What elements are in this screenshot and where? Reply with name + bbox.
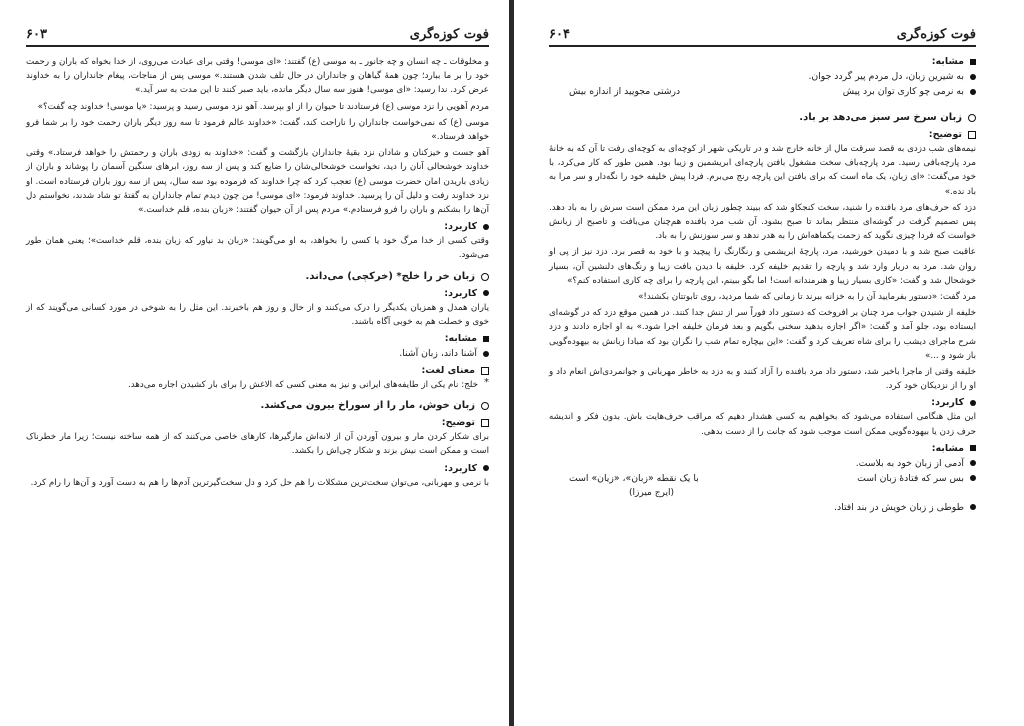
empty-square-icon <box>481 419 489 427</box>
bullet-icon <box>970 460 976 466</box>
page-number: ۶۰۳ <box>26 27 47 42</box>
story-paragraph: موسی (ع) که نمی‌خواست جانداران را ناراحت کند، گفت: «خداوند عالم فرمود تا سه روز دیگر باران رحمت خود را بر شما فرو خواهد فرستاد.» <box>26 117 489 143</box>
page-number: ۶۰۴ <box>549 27 570 42</box>
usage-label: کاربرد: <box>26 220 489 233</box>
left-page-header <box>26 16 489 47</box>
usage-text: یاران همدل و همزبان یکدیگر را درک می‌کنند و از حال و روز هم باخبرند. این مثل را به شوخی در مورد کسانی می‌گویند که از خوی و خصلت هم به خوبی آگاه باشند. <box>26 302 489 327</box>
story-paragraph: مردم آهویی را نزد موسی (ع) فرستادند تا حیوان را از او بپرسد. آهو نزد موسی رسید و پرسید: «یا موسی! خداوند چه گفت؟» <box>37 101 489 112</box>
square-bullet-icon <box>483 336 489 342</box>
story-paragraph: نیمه‌های شب دزدی به قصد سرقت مال از خانه خارج شد و در تاریکی شهر از کوچه‌ای به کوچه‌ای رفت تا آن که به خانهٔ مرد پارچه‌بافی رسید. مرد پارچه‌باف سخت مشغول بافتن پارچه‌ای ابریشمین و زیبا بود. همین طور که کار می‌کرد، با خود می‌گفت: «ای زبان، یک ماه است که برای بافتن این پارچه رنج می‌برم. فردا پیش خلیفه خود را نگه‌دار و سر مرا به باد نده.» <box>549 144 976 197</box>
story-paragraph: خلیفه وقتی از ماجرا باخبر شد، دستور داد مرد بافنده را آزاد کنند و به دزد به خاطر مهربانی و جوانمردی‌اش انعام داد و او را از نزدیکان خود کرد. <box>549 367 976 392</box>
usage-text: با نرمی و مهربانی، می‌توان سخت‌ترین مشکلات را هم حل کرد و دل سخت‌گیرترین آدم‌ها را هم به دست آورد و آن‌ها را رام کرد. <box>30 477 489 488</box>
ring-icon <box>481 273 489 281</box>
story-paragraph: خلیفه از شنیدن جواب مرد چنان بر افروخت که دستور داد فوراً سر از تنش جدا کنند. در همین موقع دزد که در گوشه‌ای ایستاده بود، جلو آمد و گفت: «اگر اجازه بدهید سخنی بگویم و بعد فرمان خلیفه اجرا شود.» به او اجازه دادند و دزد شرح ماجرای دیشب را برای شاه تعریف کرد و گفت: «این بیچاره تمام شب را نگران بود که مبادا زبانش به بیهوده‌گویی باز شود و ...» <box>549 308 976 361</box>
similar-label: مشابه: <box>549 442 976 455</box>
meaning-item: * خلج: نام یکی از طایفه‌های ایرانی و نیز به معنی کسی که الاغش را برای بار کشیدن اجاره می‌دهد. <box>127 377 489 391</box>
meaning-label: معنای لغت: <box>26 364 489 377</box>
bullet-icon <box>970 475 976 481</box>
bullet-icon <box>483 351 489 357</box>
bullet-icon <box>970 504 976 510</box>
similar-item: به نرمی چو کاری توان برد پیش درشتی مجویید از اندازه بیش <box>549 84 976 99</box>
bullet-icon <box>970 74 976 80</box>
bullet-icon <box>970 400 976 406</box>
usage-label: کاربرد: <box>26 287 489 300</box>
explanation-label: توضیح: <box>26 416 489 429</box>
usage-text: وقتی کسی از خدا مرگ خود یا کسی را بخواهد، به او می‌گویند: «زبان بد نیاور که زبان بنده، قلم خداست»؛ یعنی همان طور می‌شود. <box>26 236 489 261</box>
usage-label: کاربرد: <box>26 462 489 475</box>
similar-item: آشنا داند، زبان آشنا. <box>26 346 489 361</box>
running-title: فوت کوزه‌گری <box>409 27 489 42</box>
bullet-icon <box>970 89 976 95</box>
usage-label: کاربرد: <box>549 396 976 409</box>
empty-square-icon <box>481 367 489 375</box>
square-bullet-icon <box>970 59 976 65</box>
running-title: فوت کوزه‌گری <box>896 27 976 42</box>
verse-second-hemistich: با یک نقطه «زبان»، «زیان» است <box>569 472 699 484</box>
similar-item: آدمی از زبان خود به بلاست. <box>549 456 976 471</box>
right-page-header <box>549 16 976 47</box>
similar-item: طوطی ز زبان خویش در بند افتاد. <box>549 500 976 515</box>
proverb-heading: زبان خوش، مار را از سوراخ بیرون می‌کشد. <box>26 399 489 413</box>
square-bullet-icon <box>970 445 976 451</box>
similar-item: به شیرین زبان، دل مردم پیر گردد جوان. <box>549 69 976 84</box>
poet-attribution: (ایرج میرزا) <box>629 487 675 498</box>
proverb-heading: زبان خر را خلج* (خرکچی) می‌داند. <box>26 270 489 284</box>
verse-second-hemistich: درشتی مجویید از اندازه بیش <box>569 86 681 97</box>
proverb-heading: زبان سرخ سر سبز می‌دهد بر باد. <box>549 111 976 125</box>
story-paragraph: و مخلوقات ـ چه انسان و چه جانور ـ به موسی (ع) گفتند: «ای موسی! وقتی برای عبادت می‌روی، از خدا بخواه که باران و رحمت خود را بر ما ببارد؛ چون همهٔ گیاهان و جانداران در حال تلف شدن هستند.» موسی پس از مناجات، پیغام جانداران را به خداوند عرض کرد. ندا رسید: «ای موسی! هنوز سه سال دیگر مانده، باید صبر کنند تا این مدت به سر آید.» <box>26 57 489 96</box>
story-paragraph: مرد گفت: «دستور بفرمایید آن را به خزانه ببرند تا زمانی که شما مردید، روی تابوتتان بکشند!» <box>638 292 976 303</box>
ring-icon <box>481 402 489 410</box>
left-page <box>0 0 511 726</box>
bullet-icon <box>483 224 489 230</box>
story-paragraph: دزد که حرف‌های مرد بافنده را شنید، سخت کنجکاو شد که ببیند چطور زبان این مرد ممکن است سرش را به باد دهد. پس تصمیم گرفت در گوشه‌ای منتظر بماند تا صبح بشود. آن شب مرد بافنده هم‌چنان می‌بافت و تاصبح از زبانش خواست که فردا چیزی نگوید که زحمت یکماهه‌اش را به هدر ندهد و سر سوزنش را به باد. <box>549 202 976 242</box>
left-page-content <box>26 55 489 490</box>
empty-square-icon <box>968 131 976 139</box>
bullet-icon <box>483 465 489 471</box>
story-paragraph: عاقبت صبح شد و با دمیدن خورشید، مرد، پارچهٔ ابریشمی و رنگارنگ را پیچید و با خود به قصر برد. دزد نیز از پی او روان شد. مرد به دربار وارد شد و پارچه را تقدیم خلیفه کرد. خلیفه با دیدن بافت زیبا و رنگ‌های دلنشین آن، بسیار خوشحال شد و گفت: «کاری بسیار زیبا و هنرمندانه است! اما بگو ببینم، این پارچه را برای چه کاری استفاده کنم؟» <box>549 247 976 286</box>
similar-label: مشابه: <box>549 55 976 68</box>
asterisk-icon: * <box>484 377 489 389</box>
bullet-icon <box>483 290 489 296</box>
similar-item: بس سر که فتادهٔ زبان است با یک نقطه «زبان»، «زیان» است <box>549 471 976 486</box>
ring-icon <box>968 114 976 122</box>
similar-label: مشابه: <box>26 332 489 345</box>
right-page-content <box>549 55 976 515</box>
usage-text: این مثل هنگامی استفاده می‌شود که بخواهیم به کسی هشدار دهیم که مراقب حرف‌هایت باش. بدون فکر و اندیشه حرف زدن یا بیهوده‌گویی ممکن است موجب شود که جانت را از دست بدهی. <box>549 412 976 437</box>
explanation-text: برای شکار کردن مار و بیرون آوردن آن از لانه‌اش مارگیرها، کارهای خاصی می‌کنند که از همه ساخته نیست؛ زیرا مار خطرناک است و ممکن است نیش بزند و شکار چی‌اش را بکشد. <box>26 432 489 457</box>
right-page <box>513 0 1024 726</box>
story-paragraph: آهو جست و خیزکنان و شادان نزد بقیهٔ جانداران بازگشت و گفت: «خداوند به زودی باران و رحمتش را خواهد فرستاد.» وقتی خداوند خوشحالی آنان را دید، نخواست خوشحالی‌شان را ضایع کند و پس از سه روز، ابرهای سنگین آسمان را پوشاند و باران از زیادی باریدن امان حضرت موسی (ع) تعجب کرد که چرا خداوند که فرموده بود سه سال، پس از سه روز باران فرستاده است. او نزد خداوند رفت و دلیل آن را پرسید. خداوند فرمود: «ای موسی! من چون دیدم تمام جانداران به گفتهٔ تو شاد شدند، نخواستم دل آن‌ها را بشکنم و باران را فرو فرستادم.» مردم پس از آن حیوان گفتند: «زبان بنده، قلم خداست.» <box>26 148 489 216</box>
explanation-label: توضیح: <box>549 128 976 141</box>
